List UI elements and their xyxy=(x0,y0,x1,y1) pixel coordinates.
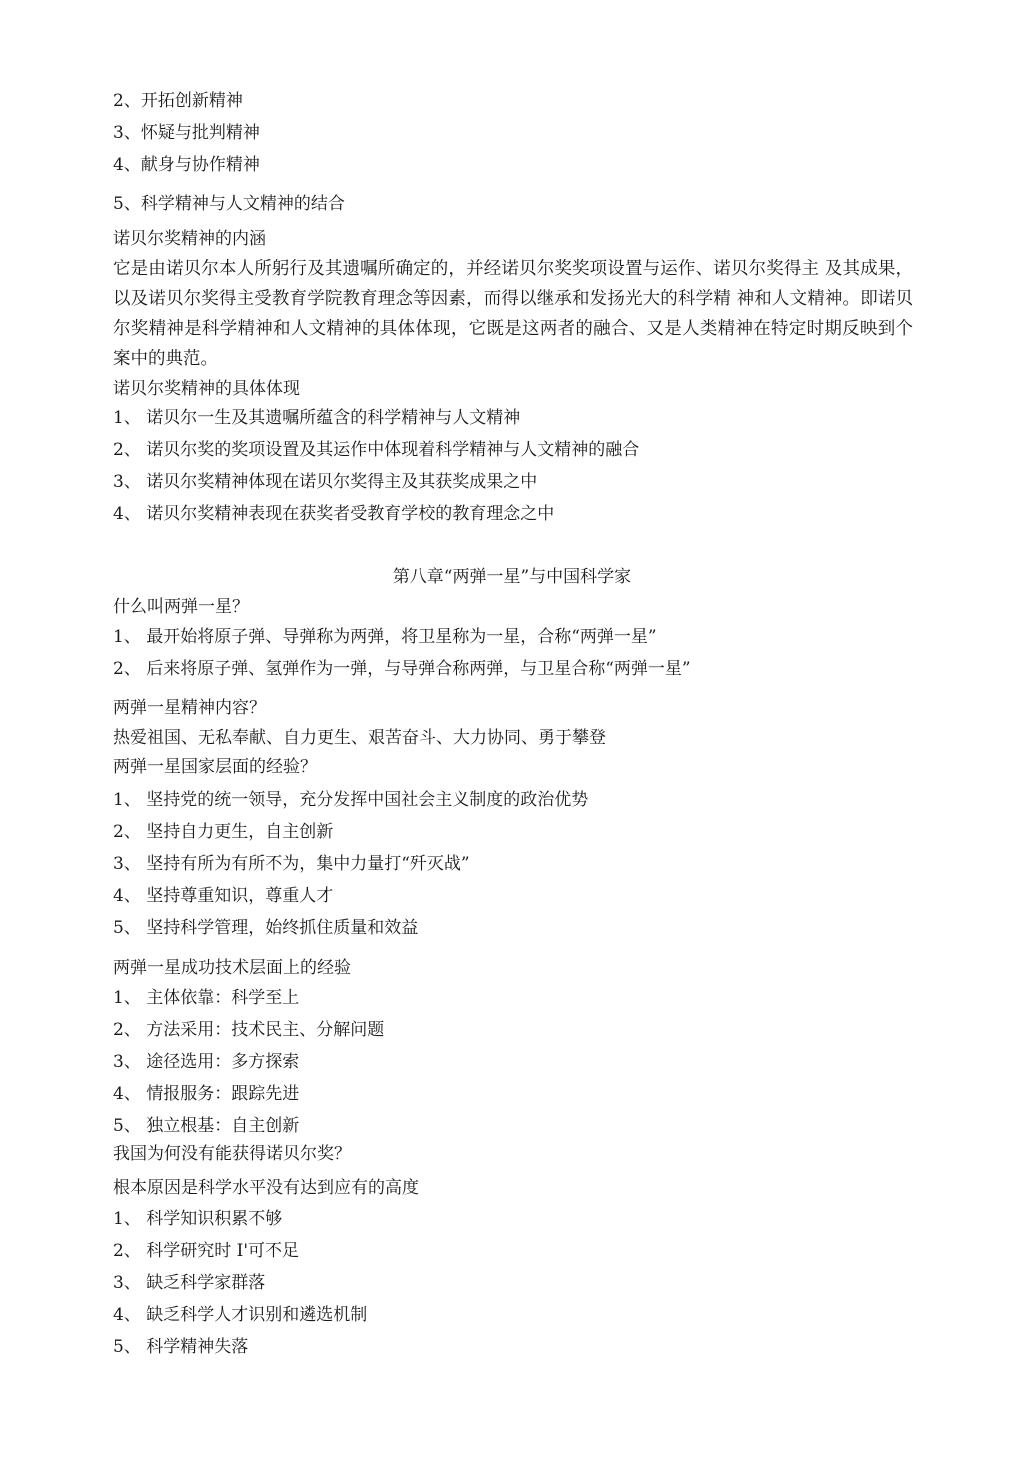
list-item: 2、 坚持自力更生，自主创新 xyxy=(113,822,334,842)
list-item: 4、献身与协作精神 xyxy=(113,155,260,175)
list-item: 5、 科学精神失落 xyxy=(113,1337,249,1357)
list-item: 3、怀疑与批判精神 xyxy=(113,123,260,143)
list-item: 5、 独立根基：自主创新 xyxy=(113,1116,300,1136)
section-heading: 诺贝尔奖精神的内涵 xyxy=(113,229,266,249)
list-item: 5、 坚持科学管理，始终抓住质量和效益 xyxy=(113,918,419,938)
list-item: 4、 缺乏科学人才识别和遴选机制 xyxy=(113,1305,368,1325)
list-item: 1、 坚持党的统一领导，充分发挥中国社会主义制度的政治优势 xyxy=(113,790,589,810)
list-item: 3、 途径选用：多方探索 xyxy=(113,1052,300,1072)
list-item: 2、 方法采用：技术民主、分解问题 xyxy=(113,1020,385,1040)
list-item: 4、 诺贝尔奖精神表现在获奖者受教育学校的教育理念之中 xyxy=(113,504,555,524)
list-item: 2、 科学研究时 I'可不足 xyxy=(113,1241,300,1261)
answer-text: 根本原因是科学水平没有达到应有的高度 xyxy=(113,1178,419,1198)
section-heading: 诺贝尔奖精神的具体体现 xyxy=(113,379,300,399)
list-item: 5、科学精神与人文精神的结合 xyxy=(113,194,345,214)
list-item: 4、 坚持尊重知识，尊重人才 xyxy=(113,886,334,906)
question-heading: 两弹一星精神内容？ xyxy=(113,698,266,718)
list-item: 2、开拓创新精神 xyxy=(113,91,243,111)
body-paragraph: 它是由诺贝尔本人所躬行及其遗嘱所确定的，并经诺贝尔奖奖项设置与运作、诺贝尔奖得主 及其成果，以及诺贝尔奖得主受教育学院教育理念等因素，而得以继承和发扬光大的科学精 神和人文精神。即诺贝尔奖精神是科学精神和人文精神的具体体现，它既是这两者的融合、又是人类精神在特定时期反映到个案中的典范。 xyxy=(113,259,913,369)
question-heading: 两弹一星国家层面的经验？ xyxy=(113,757,317,777)
list-item: 2、 后来将原子弹、氢弹作为一弹，与导弹合称两弹，与卫星合称“两弹一星” xyxy=(113,659,691,679)
question-heading: 什么叫两弹一星？ xyxy=(113,597,249,617)
list-item: 3、 诺贝尔奖精神体现在诺贝尔奖得主及其获奖成果之中 xyxy=(113,472,538,492)
question-heading: 我国为何没有能获得诺贝尔奖？ xyxy=(113,1144,351,1164)
list-item: 1、 科学知识积累不够 xyxy=(113,1209,283,1229)
list-item: 3、 缺乏科学家群落 xyxy=(113,1273,266,1293)
answer-text: 热爱祖国、无私奉献、自力更生、艰苦奋斗、大力协同、勇于攀登 xyxy=(113,728,606,748)
chapter-title: 第八章“两弹一星”与中国科学家 xyxy=(392,567,632,587)
list-item: 1、 最开始将原子弹、导弹称为两弹，将卫星称为一星，合称“两弹一星” xyxy=(113,627,657,647)
list-item: 3、 坚持有所为有所不为，集中力量打“歼灭战” xyxy=(113,854,470,874)
list-item: 1、 诺贝尔一生及其遗嘱所蕴含的科学精神与人文精神 xyxy=(113,408,521,428)
list-item: 2、 诺贝尔奖的奖项设置及其运作中体现着科学精神与人文精神的融合 xyxy=(113,440,640,460)
list-item: 4、 情报服务：跟踪先进 xyxy=(113,1084,300,1104)
question-heading: 两弹一星成功技术层面上的经验 xyxy=(113,958,351,978)
list-item: 1、 主体依靠：科学至上 xyxy=(113,988,300,1008)
